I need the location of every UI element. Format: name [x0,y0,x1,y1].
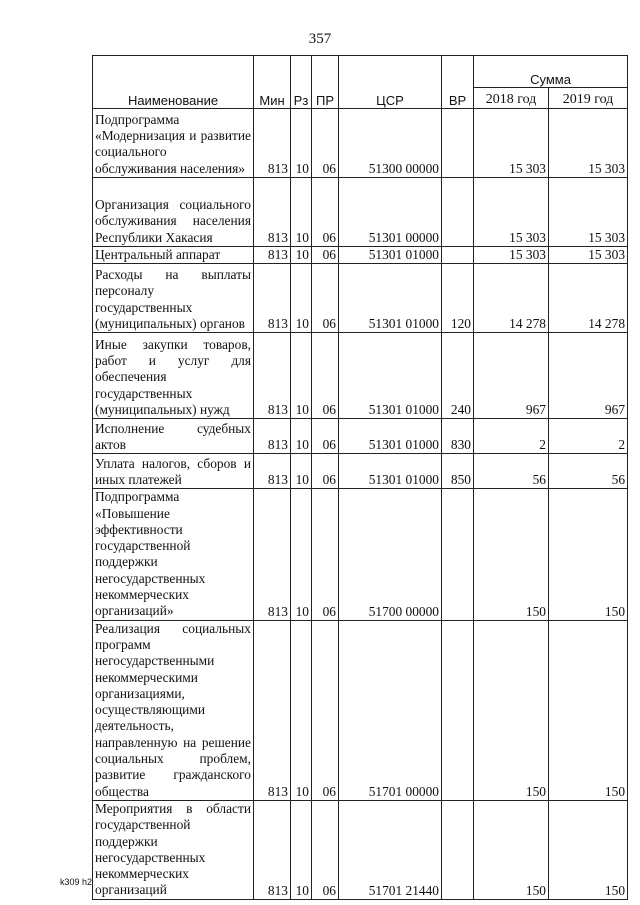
row-vr: 850 [442,454,474,489]
footer-code: k309 h2 [60,877,93,887]
row-sum-2018: 15 303 [474,178,549,247]
row-min: 813 [254,489,291,620]
header-csr: ЦСР [339,56,442,109]
row-sum-2018: 150 [474,489,549,620]
row-vr [442,178,474,247]
row-pr: 06 [312,333,339,419]
header-rz: Рз [291,56,312,109]
row-csr: 51301 01000 [339,264,442,333]
row-vr: 830 [442,419,474,454]
row-min: 813 [254,620,291,800]
row-pr: 06 [312,489,339,620]
row-csr: 51301 01000 [339,454,442,489]
row-vr [442,489,474,620]
row-name: Подпрограмма «Модернизация и развитие социального обслуживания населения» [93,109,254,178]
row-rz: 10 [291,800,312,899]
table-row [93,247,628,264]
row-min: 813 [254,178,291,247]
row-sum-2018: 967 [474,333,549,419]
row-name: Реализация социальных программ негосударственными некоммерческими организациями, осуществляющими деятельность, направленную на решение социальных проблем, развитие гражданского общества [93,620,254,800]
row-csr: 51301 00000 [339,178,442,247]
table-row [93,620,628,800]
page-number: 357 [308,31,332,47]
table-row [93,109,628,178]
row-sum-2018: 15 303 [474,247,549,264]
row-rz: 10 [291,454,312,489]
row-min: 813 [254,109,291,178]
row-sum-2019: 15 303 [549,178,628,247]
table-row [93,178,628,247]
row-name: Исполнение судебных актов [93,419,254,454]
row-vr [442,620,474,800]
row-min: 813 [254,247,291,264]
row-sum-2018: 2 [474,419,549,454]
row-pr: 06 [312,419,339,454]
header-vr: ВР [442,56,474,109]
row-sum-2018: 150 [474,800,549,899]
row-vr: 120 [442,264,474,333]
row-sum-2018: 15 303 [474,109,549,178]
row-rz: 10 [291,178,312,247]
row-csr: 51700 00000 [339,489,442,620]
row-pr: 06 [312,247,339,264]
header-year-2018: 2018 год [474,88,549,109]
row-rz: 10 [291,333,312,419]
row-rz: 10 [291,419,312,454]
row-sum-2018: 14 278 [474,264,549,333]
row-min: 813 [254,800,291,899]
row-pr: 06 [312,620,339,800]
row-sum-2019: 14 278 [549,264,628,333]
budget-table [92,55,628,900]
row-name: Подпрограмма «Повышение эффективности государственной поддержки негосударственных некоммерческих организаций» [93,489,254,620]
table-row [93,489,628,620]
row-name: Уплата налогов, сборов и иных платежей [93,454,254,489]
row-vr [442,800,474,899]
row-rz: 10 [291,264,312,333]
header-name: Наименование [93,56,254,109]
row-sum-2019: 15 303 [549,109,628,178]
row-csr: 51701 00000 [339,620,442,800]
header-sum: Сумма [474,56,628,88]
row-csr: 51301 01000 [339,333,442,419]
header-min: Мин [254,56,291,109]
row-name: Организация социального обслуживания населения Республики Хакасия [93,178,254,247]
row-sum-2019: 2 [549,419,628,454]
row-sum-2018: 150 [474,620,549,800]
row-name: Расходы на выплаты персоналу государственных (муниципальных) органов [93,264,254,333]
row-csr: 51301 01000 [339,419,442,454]
header-pr: ПР [312,56,339,109]
row-name: Мероприятия в области государственной поддержки негосударственных некоммерческих организаций [93,800,254,899]
row-csr: 51300 00000 [339,109,442,178]
row-vr [442,247,474,264]
row-pr: 06 [312,800,339,899]
row-pr: 06 [312,264,339,333]
row-pr: 06 [312,454,339,489]
row-sum-2019: 15 303 [549,247,628,264]
row-sum-2019: 150 [549,800,628,899]
row-vr [442,109,474,178]
table-row [93,264,628,333]
row-rz: 10 [291,247,312,264]
row-csr: 51701 21440 [339,800,442,899]
table-row [93,333,628,419]
row-vr: 240 [442,333,474,419]
row-rz: 10 [291,489,312,620]
table-row [93,419,628,454]
row-min: 813 [254,333,291,419]
row-csr: 51301 01000 [339,247,442,264]
row-pr: 06 [312,178,339,247]
row-name: Иные закупки товаров, работ и услуг для обеспечения государственных (муниципальных) нужд [93,333,254,419]
row-sum-2019: 967 [549,333,628,419]
row-min: 813 [254,454,291,489]
row-min: 813 [254,419,291,454]
table-row [93,800,628,899]
row-pr: 06 [312,109,339,178]
row-rz: 10 [291,109,312,178]
row-sum-2019: 150 [549,620,628,800]
row-min: 813 [254,264,291,333]
row-sum-2019: 150 [549,489,628,620]
row-name: Центральный аппарат [93,247,254,264]
table-row [93,454,628,489]
header-year-2019: 2019 год [549,88,628,109]
row-rz: 10 [291,620,312,800]
row-sum-2019: 56 [549,454,628,489]
row-sum-2018: 56 [474,454,549,489]
